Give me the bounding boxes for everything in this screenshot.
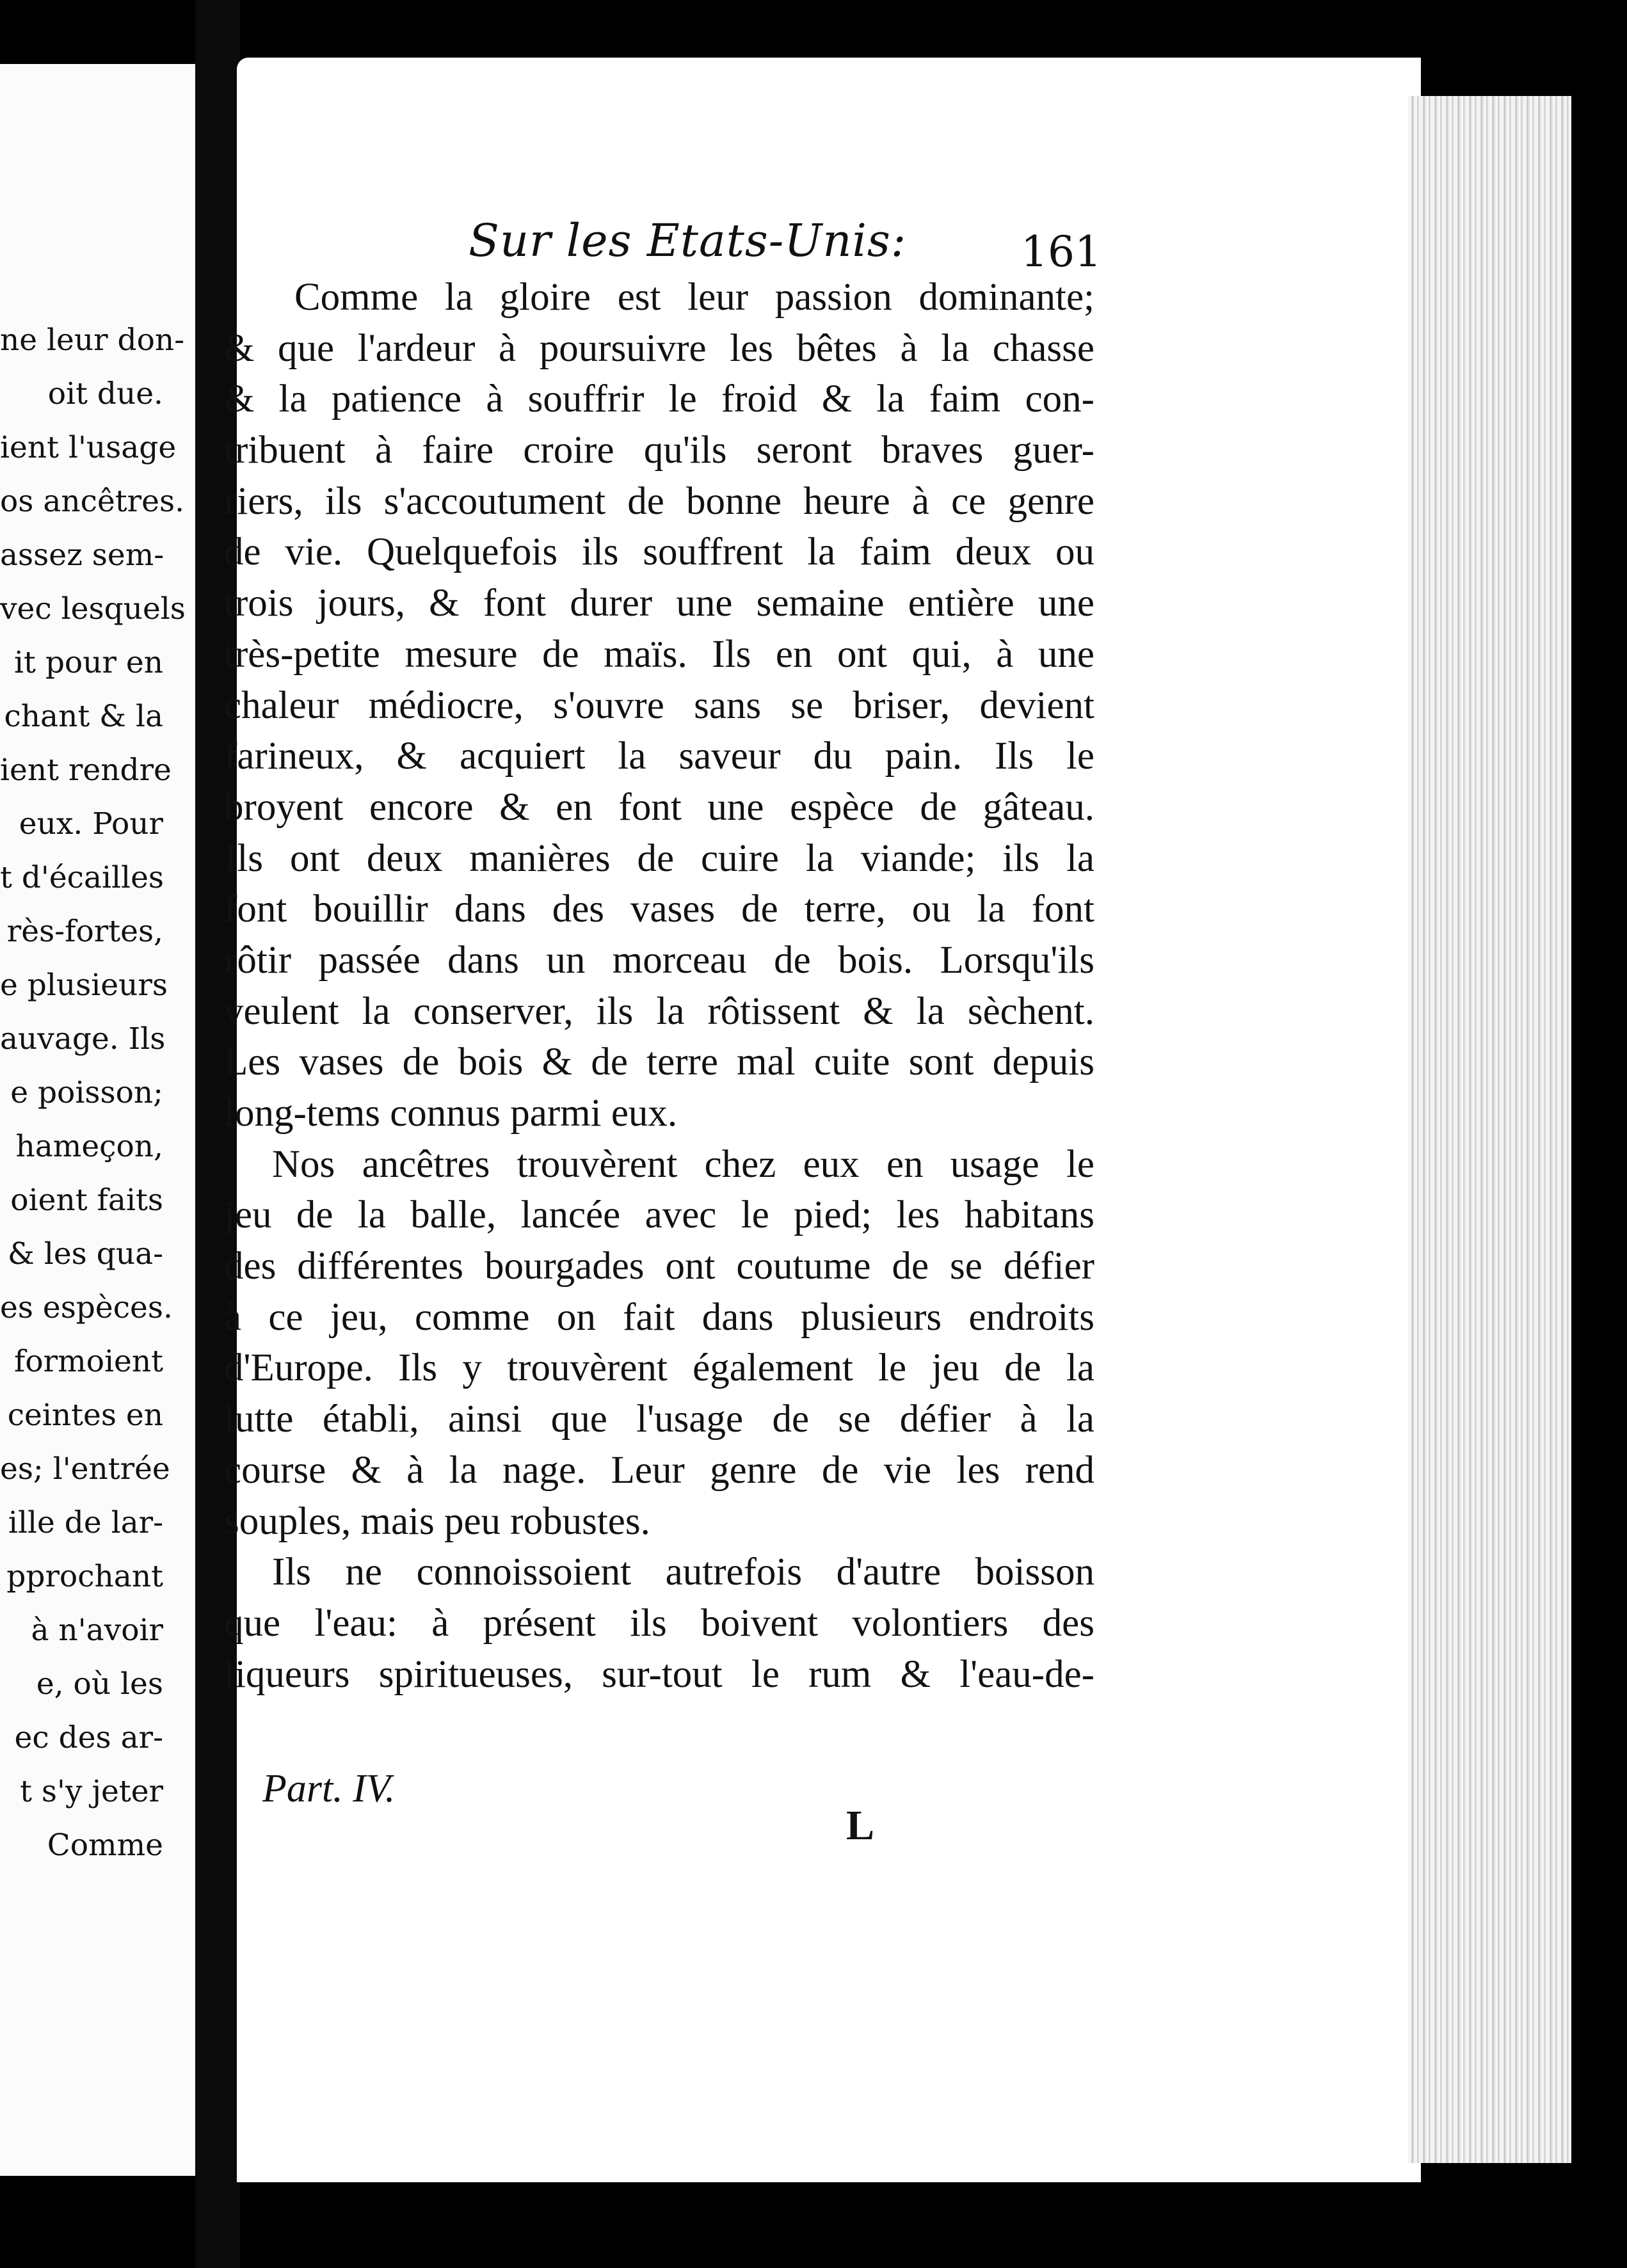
left-page-line: oit due.	[47, 376, 163, 411]
text-line: très-petite mesure de maïs. Ils en ont qui, à une	[224, 632, 1094, 676]
text-line: Les vases de bois & de terre mal cuite sont depuis	[224, 1041, 1094, 1084]
left-page-line: es; l'entrée	[0, 1451, 170, 1487]
left-page-line: ceintes en	[7, 1398, 163, 1433]
text-line: Ils ne connoissoient autrefois d'autre boisson	[272, 1551, 1094, 1594]
body-text	[224, 272, 1094, 1700]
text-line: lutte établi, ainsi que l'usage de se défier à la	[224, 1398, 1094, 1441]
page-number: 161	[1021, 227, 1102, 276]
signature-mark: L	[846, 1802, 875, 1849]
left-page-line: rès-fortes,	[6, 914, 163, 949]
left-page-line: hameçon,	[15, 1129, 163, 1164]
left-page-line: ient l'usage	[0, 430, 177, 465]
left-page-line: auvage. Ils	[0, 1021, 166, 1057]
left-page-line: e plusieurs	[0, 968, 168, 1003]
text-line: trois jours, & font durer une semaine entière une	[224, 582, 1094, 625]
left-page	[0, 64, 195, 2176]
signature-part: Part. IV.	[262, 1767, 396, 1810]
left-page-line: os ancêtres.	[0, 484, 185, 519]
running-head: Sur les Etats-Unis:	[469, 214, 907, 267]
left-page-line: it pour en	[13, 645, 163, 680]
text-line: & la patience à souffrir le froid & la faim con-	[224, 378, 1094, 421]
left-page-line: e, où les	[36, 1666, 163, 1702]
left-page-line: eux. Pour	[19, 806, 163, 842]
text-line: liqueurs spiritueuses, sur-tout le rum & l'eau-de-	[224, 1652, 1094, 1696]
left-page-line: & les qua-	[8, 1236, 163, 1272]
text-line: Ils ont deux manières de cuire la viande; ils la	[224, 836, 1094, 880]
text-line: de vie. Quelquefois ils souffrent la faim deux ou	[224, 531, 1094, 574]
text-line: jeu de la balle, lancée avec le pied; les habitans	[224, 1194, 1094, 1237]
left-page-line: chant & la	[4, 699, 163, 734]
text-line: & que l'ardeur à poursuivre les bêtes à la chasse	[224, 326, 1094, 370]
text-line: riers, ils s'accoutument de bonne heure à ce genre	[224, 479, 1094, 523]
text-line: rôtir passée dans un morceau de bois. Lorsqu'ils	[224, 938, 1094, 982]
text-line: Comme la gloire est leur passion dominante;	[294, 276, 1094, 319]
text-line: broyent encore & en font une espèce de gâteau.	[224, 785, 1094, 829]
page-edges	[1408, 96, 1571, 2163]
text-line: veulent la conserver, ils la rôtissent & la sèchent.	[224, 989, 1094, 1033]
left-page-line: ille de lar-	[8, 1505, 163, 1540]
text-line: que l'eau: à présent ils boivent volontiers des	[224, 1601, 1094, 1645]
left-page-line: oient faits	[10, 1183, 163, 1218]
left-page-line: e poisson;	[10, 1075, 163, 1110]
left-page-line: es espèces.	[0, 1290, 173, 1325]
text-line: d'Europe. Ils y trouvèrent également le jeu de la	[224, 1346, 1094, 1390]
text-line: des différentes bourgades ont coutume de se défier	[224, 1245, 1094, 1288]
text-line: à ce jeu, comme on fait dans plusieurs endroits	[224, 1295, 1094, 1339]
text-line: font bouillir dans des vases de terre, ou la font	[224, 888, 1094, 931]
left-page-line: Comme	[47, 1828, 163, 1863]
left-page-line: t s'y jeter	[20, 1774, 163, 1809]
left-page-line: t d'écailles	[0, 860, 164, 895]
text-line: Nos ancêtres trouvèrent chez eux en usage le	[272, 1142, 1094, 1186]
left-page-line: à n'avoir	[31, 1613, 163, 1648]
left-page-line: ient rendre	[0, 753, 172, 788]
left-page-line: pprochant	[6, 1559, 163, 1594]
left-page-line: ne leur don-	[0, 323, 185, 358]
text-line: souples, mais peu robustes.	[224, 1499, 650, 1543]
text-line: tribuent à faire croire qu'ils seront braves guer-	[224, 429, 1094, 472]
text-line: long-tems connus parmi eux.	[224, 1092, 678, 1135]
text-line: chaleur médiocre, s'ouvre sans se briser, devient	[224, 683, 1094, 727]
text-line: course & à la nage. Leur genre de vie les rend	[224, 1448, 1094, 1492]
text-line: farineux, & acquiert la saveur du pain. Ils le	[224, 735, 1094, 778]
left-page-line: formoient	[13, 1344, 163, 1379]
left-page-line: ec des ar-	[14, 1720, 163, 1755]
left-page-line: vec lesquels	[0, 591, 186, 627]
left-page-line: assez sem-	[0, 538, 164, 573]
